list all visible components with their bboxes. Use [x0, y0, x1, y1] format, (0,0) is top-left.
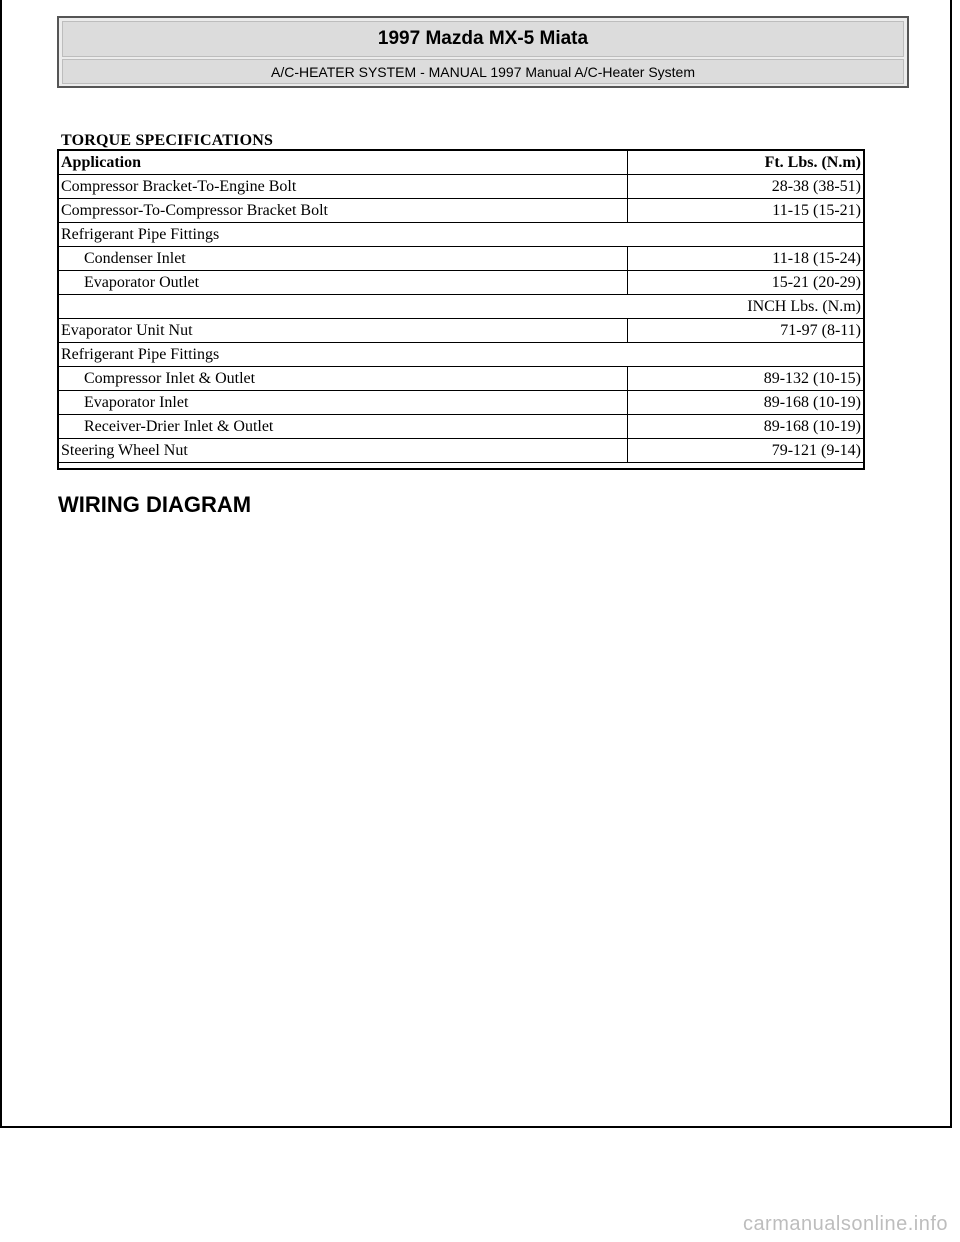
column-header-application: Application	[59, 151, 628, 175]
table-subheader-row	[59, 295, 864, 319]
column-header-ft-lbs: Ft. Lbs. (N.m)	[628, 151, 864, 175]
table-row	[59, 415, 864, 439]
row-value: 71-97 (8-11)	[628, 319, 864, 343]
group-label: Refrigerant Pipe Fittings	[59, 343, 864, 367]
header-title: 1997 Mazda MX-5 Miata	[62, 21, 904, 57]
row-label: Condenser Inlet	[59, 247, 628, 271]
row-label: Receiver-Drier Inlet & Outlet	[59, 415, 628, 439]
torque-specifications-title: TORQUE SPECIFICATIONS	[61, 132, 274, 149]
row-label: Evaporator Outlet	[59, 271, 628, 295]
row-label: Compressor Inlet & Outlet	[59, 367, 628, 391]
table-group-row	[59, 343, 864, 367]
wiring-diagram-title: WIRING DIAGRAM	[58, 492, 252, 517]
table-group-row	[59, 223, 864, 247]
row-label: Compressor Bracket-To-Engine Bolt	[59, 175, 628, 199]
torque-specifications-table	[58, 150, 864, 463]
table-row	[59, 271, 864, 295]
row-value: 89-132 (10-15)	[628, 367, 864, 391]
row-value: 89-168 (10-19)	[628, 391, 864, 415]
row-label: Compressor-To-Compressor Bracket Bolt	[59, 199, 628, 223]
table-row	[59, 199, 864, 223]
table-header-row	[59, 151, 864, 175]
watermark: carmanualsonline.info	[742, 1213, 948, 1235]
header-subtitle: A/C-HEATER SYSTEM - MANUAL 1997 Manual A/C-Heater System	[62, 59, 904, 84]
row-value: 15-21 (20-29)	[628, 271, 864, 295]
row-value: 89-168 (10-19)	[628, 415, 864, 439]
table-row	[59, 319, 864, 343]
row-label: Steering Wheel Nut	[59, 439, 628, 463]
table-row	[59, 175, 864, 199]
row-value: 28-38 (38-51)	[628, 175, 864, 199]
table-row	[59, 439, 864, 463]
row-value: 11-15 (15-21)	[628, 199, 864, 223]
table-row	[59, 367, 864, 391]
table-row	[59, 247, 864, 271]
row-value: 11-18 (15-24)	[628, 247, 864, 271]
table-row	[59, 391, 864, 415]
inch-lbs-header: INCH Lbs. (N.m)	[59, 295, 864, 319]
document-header	[57, 16, 909, 88]
row-label: Evaporator Inlet	[59, 391, 628, 415]
group-label: Refrigerant Pipe Fittings	[59, 223, 864, 247]
row-value: 79-121 (9-14)	[628, 439, 864, 463]
row-label: Evaporator Unit Nut	[59, 319, 628, 343]
